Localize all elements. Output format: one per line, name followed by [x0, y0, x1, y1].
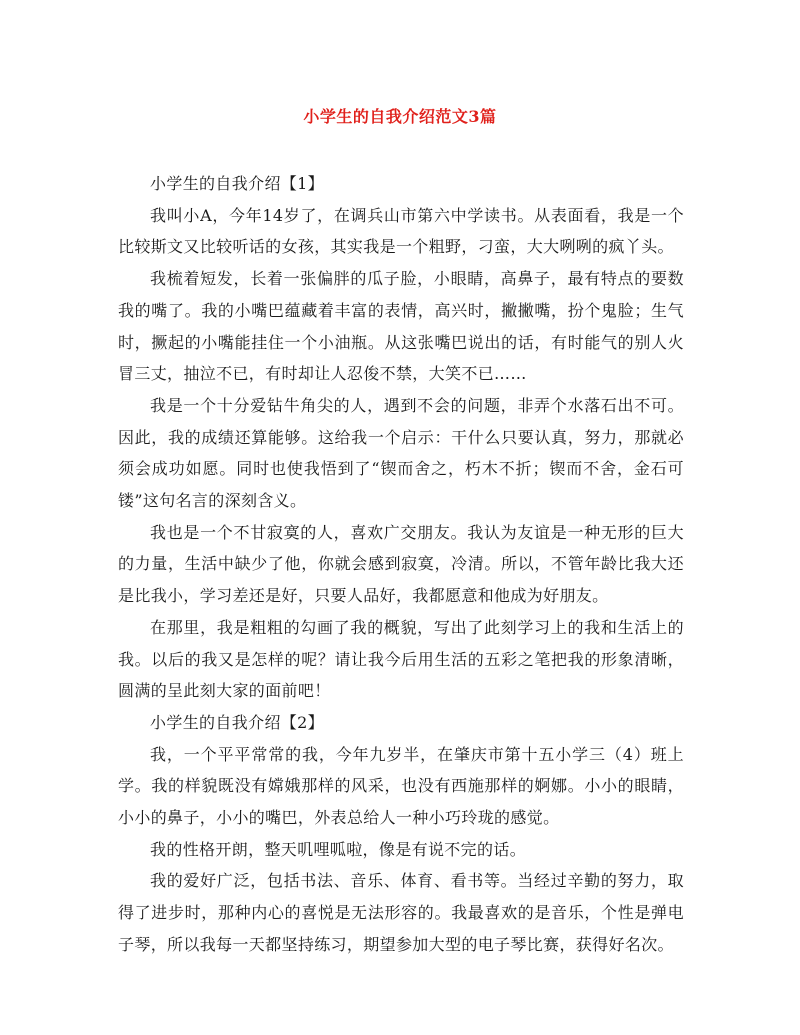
paragraph: 我是一个十分爱钻牛角尖的人，遇到不会的问题，非弄个水落石出不可。因此，我的成绩还算能够。这给我一个启示：干什么只要认真，努力，那就必须会成功如愿。同时也使我悟到了“锲而舍之，朽木不折；锲而不舍，金石可镂”这句名言的深刻含义。 [118, 395, 684, 511]
section-heading: 小学生的自我介绍【1】 [150, 174, 325, 193]
document-body [118, 168, 684, 961]
section-heading: 小学生的自我介绍【2】 [150, 712, 325, 732]
document-title: 小学生的自我介绍范文3篇 [303, 107, 497, 126]
paragraph: 在那里，我是粗粗的勾画了我的概貌，写出了此刻学习上的我和生活上的我。以后的我又是怎样的呢？请让我今后用生活的五彩之笔把我的形象清晰，圆满的呈此刻大家的面前吧！ [118, 617, 684, 701]
paragraph: 我也是一个不甘寂寞的人，喜欢广交朋友。我认为友谊是一种无形的巨大的力量，生活中缺少了他，你就会感到寂寞，冷清。所以，不管年龄比我大还是比我小，学习差还是好，只要人品好，我都愿意和他成为好朋友。 [118, 522, 684, 606]
paragraph: 我的性格开朗，整天叽哩呱啦，像是有说不完的话。 [150, 839, 527, 859]
paragraph: 我，一个平平常常的我，今年九岁半，在肇庆市第十五小学三（4）班上学。我的样貌既没有嫦娥那样的风采，也没有西施那样的婀娜。小小的眼睛，小小的鼻子，小小的嘴巴，外表总给人一种小巧玲珑的感觉。 [118, 744, 684, 828]
paragraph: 我叫小A，今年14岁了，在调兵山市第六中学读书。从表面看，我是一个比较斯文又比较听话的女孩，其实我是一个粗野，刁蛮，大大咧咧的疯丫头。 [118, 205, 684, 257]
paragraph: 我梳着短发，长着一张偏胖的瓜子脸，小眼睛，高鼻子，最有特点的要数我的嘴了。我的小嘴巴蕴藏着丰富的表情，高兴时，撇撇嘴，扮个鬼脸；生气时，撅起的小嘴能挂住一个小油瓶。从这张嘴巴说出的话，有时能气的别人火冒三丈，抽泣不已，有时却让人忍俊不禁，大笑不已…… [118, 269, 684, 384]
paragraph: 我的爱好广泛，包括书法、音乐、体育、看书等。当经过辛勤的努力，取得了进步时，那种内心的喜悦是无法形容的。我最喜欢的是音乐，个性是弹电子琴，所以我每一天都坚持练习，期望参加大型的电子琴比赛，获得好名次。 [118, 871, 684, 954]
